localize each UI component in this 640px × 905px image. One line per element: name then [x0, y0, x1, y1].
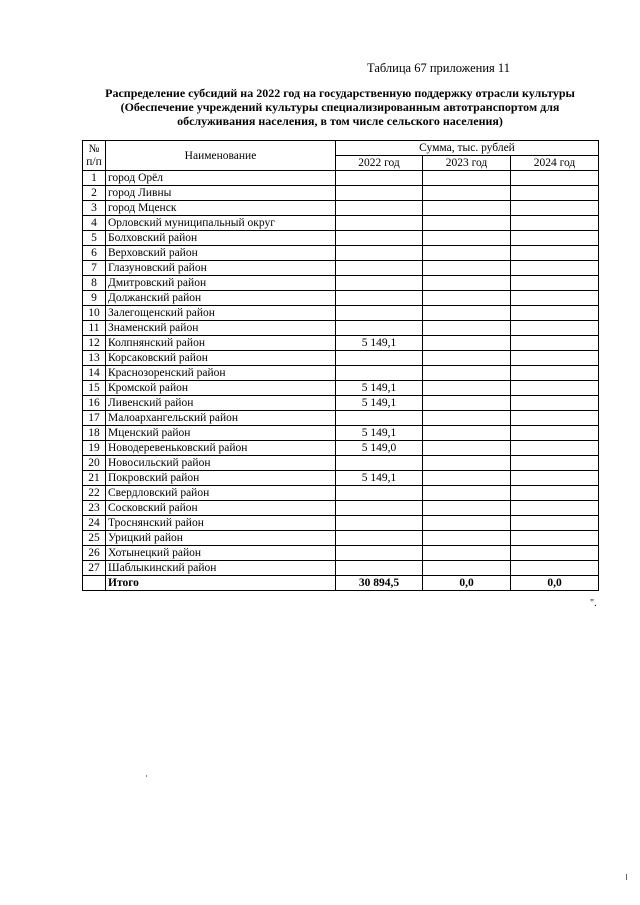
row-value-2023 — [423, 531, 511, 546]
row-num: 16 — [83, 396, 106, 411]
row-value-2023 — [423, 291, 511, 306]
scan-speck — [146, 775, 147, 777]
row-value-2022: 5 149,0 — [336, 441, 423, 456]
row-value-2023 — [423, 246, 511, 261]
row-value-2022 — [336, 261, 423, 276]
table-row — [83, 411, 599, 426]
table-row — [83, 261, 599, 276]
row-value-2023 — [423, 396, 511, 411]
row-num: 27 — [83, 561, 106, 576]
row-value-2023 — [423, 546, 511, 561]
row-name: Свердловский район — [106, 486, 336, 501]
table-row — [83, 276, 599, 291]
table-row — [83, 531, 599, 546]
row-value-2022: 5 149,1 — [336, 336, 423, 351]
row-value-2024 — [511, 321, 599, 336]
row-value-2024 — [511, 366, 599, 381]
row-value-2023 — [423, 276, 511, 291]
row-value-2023 — [423, 366, 511, 381]
row-name: город Мценск — [106, 201, 336, 216]
row-value-2024 — [511, 276, 599, 291]
table-row — [83, 336, 599, 351]
total-2023: 0,0 — [423, 576, 511, 591]
row-name: Шаблыкинский район — [106, 561, 336, 576]
table-body — [83, 171, 599, 576]
table-row — [83, 426, 599, 441]
row-num: 2 — [83, 186, 106, 201]
row-name: Должанский район — [106, 291, 336, 306]
row-value-2024 — [511, 546, 599, 561]
closing-quote-mark: ". — [590, 598, 597, 609]
row-name: Краснозоренский район — [106, 366, 336, 381]
row-name: Хотынецкий район — [106, 546, 336, 561]
row-value-2024 — [511, 186, 599, 201]
row-num: 15 — [83, 381, 106, 396]
row-num: 20 — [83, 456, 106, 471]
table-row — [83, 186, 599, 201]
row-value-2022 — [336, 276, 423, 291]
title-line-1: Распределение субсидий на 2022 год на государственную поддержку отрасли культуры — [105, 86, 575, 100]
row-name: Глазуновский район — [106, 261, 336, 276]
row-name: Дмитровский район — [106, 276, 336, 291]
row-name: Залегощенский район — [106, 306, 336, 321]
row-num: 25 — [83, 531, 106, 546]
row-value-2024 — [511, 456, 599, 471]
row-value-2023 — [423, 411, 511, 426]
row-name: Сосковский район — [106, 501, 336, 516]
row-value-2024 — [511, 171, 599, 186]
row-name: Малоархангельский район — [106, 411, 336, 426]
row-name: Троснянский район — [106, 516, 336, 531]
row-name: Урицкий район — [106, 531, 336, 546]
row-name: Кромской район — [106, 381, 336, 396]
row-value-2022 — [336, 546, 423, 561]
row-value-2022 — [336, 201, 423, 216]
row-value-2024 — [511, 441, 599, 456]
row-value-2023 — [423, 186, 511, 201]
row-name: город Орёл — [106, 171, 336, 186]
row-name: Мценский район — [106, 426, 336, 441]
row-num: 14 — [83, 366, 106, 381]
row-value-2022 — [336, 246, 423, 261]
row-value-2024 — [511, 231, 599, 246]
row-value-2022: 5 149,1 — [336, 396, 423, 411]
row-value-2023 — [423, 486, 511, 501]
row-value-2024 — [511, 261, 599, 276]
table-row — [83, 501, 599, 516]
row-value-2022 — [336, 561, 423, 576]
row-num: 22 — [83, 486, 106, 501]
table-row — [83, 291, 599, 306]
table-row — [83, 516, 599, 531]
row-value-2023 — [423, 351, 511, 366]
table-row — [83, 171, 599, 186]
row-value-2024 — [511, 501, 599, 516]
header-2024: 2024 год — [511, 156, 599, 171]
row-num: 19 — [83, 441, 106, 456]
row-value-2024 — [511, 426, 599, 441]
row-value-2024 — [511, 531, 599, 546]
table-row — [83, 441, 599, 456]
header-name: Наименование — [106, 141, 336, 171]
row-value-2024 — [511, 201, 599, 216]
row-value-2023 — [423, 336, 511, 351]
row-value-2023 — [423, 441, 511, 456]
table-row — [83, 546, 599, 561]
row-value-2022 — [336, 516, 423, 531]
row-value-2024 — [511, 471, 599, 486]
row-value-2024 — [511, 216, 599, 231]
row-value-2022 — [336, 186, 423, 201]
table-row — [83, 366, 599, 381]
row-num: 23 — [83, 501, 106, 516]
row-value-2022: 5 149,1 — [336, 471, 423, 486]
row-name: Корсаковский район — [106, 351, 336, 366]
row-name: Покровский район — [106, 471, 336, 486]
row-value-2024 — [511, 306, 599, 321]
row-value-2022 — [336, 456, 423, 471]
row-value-2022 — [336, 321, 423, 336]
row-name: Ливенский район — [106, 396, 336, 411]
total-2024: 0,0 — [511, 576, 599, 591]
row-num: 5 — [83, 231, 106, 246]
row-num: 7 — [83, 261, 106, 276]
row-value-2022 — [336, 171, 423, 186]
table-row — [83, 456, 599, 471]
row-value-2023 — [423, 516, 511, 531]
table-row — [83, 471, 599, 486]
row-num: 3 — [83, 201, 106, 216]
row-num: 21 — [83, 471, 106, 486]
row-value-2024 — [511, 291, 599, 306]
row-value-2024 — [511, 411, 599, 426]
row-name: город Ливны — [106, 186, 336, 201]
table-row — [83, 561, 599, 576]
row-value-2024 — [511, 381, 599, 396]
row-value-2023 — [423, 216, 511, 231]
table-row — [83, 216, 599, 231]
row-value-2024 — [511, 351, 599, 366]
row-value-2024 — [511, 246, 599, 261]
table-caption: Таблица 67 приложения 11 — [367, 61, 510, 75]
row-num: 6 — [83, 246, 106, 261]
row-value-2023 — [423, 456, 511, 471]
row-value-2023 — [423, 261, 511, 276]
title-line-2: (Обеспечение учреждений культуры специализированным автотранспортом для — [120, 100, 560, 114]
row-value-2022 — [336, 486, 423, 501]
row-num: 4 — [83, 216, 106, 231]
row-num: 11 — [83, 321, 106, 336]
table-row — [83, 231, 599, 246]
row-value-2023 — [423, 426, 511, 441]
row-value-2023 — [423, 201, 511, 216]
row-num: 10 — [83, 306, 106, 321]
row-value-2023 — [423, 381, 511, 396]
row-num: 17 — [83, 411, 106, 426]
row-value-2022 — [336, 411, 423, 426]
table-row — [83, 486, 599, 501]
total-num — [83, 576, 106, 591]
row-value-2023 — [423, 471, 511, 486]
row-value-2022 — [336, 351, 423, 366]
table-row — [83, 306, 599, 321]
row-num: 9 — [83, 291, 106, 306]
row-value-2022: 5 149,1 — [336, 426, 423, 441]
total-row — [83, 576, 599, 591]
row-value-2024 — [511, 486, 599, 501]
row-value-2024 — [511, 336, 599, 351]
title-line-3: обслуживания населения, в том числе сельского населения) — [177, 114, 503, 128]
table-row — [83, 321, 599, 336]
row-num: 26 — [83, 546, 106, 561]
row-value-2022: 5 149,1 — [336, 381, 423, 396]
row-value-2022 — [336, 366, 423, 381]
row-name: Колпнянский район — [106, 336, 336, 351]
row-name: Болховский район — [106, 231, 336, 246]
row-num: 8 — [83, 276, 106, 291]
row-value-2022 — [336, 216, 423, 231]
row-value-2023 — [423, 321, 511, 336]
row-value-2022 — [336, 231, 423, 246]
row-name: Знаменский район — [106, 321, 336, 336]
subsidy-table — [82, 140, 599, 591]
row-value-2023 — [423, 306, 511, 321]
table-row — [83, 396, 599, 411]
table-row — [83, 351, 599, 366]
row-value-2023 — [423, 501, 511, 516]
row-name: Новосильский район — [106, 456, 336, 471]
row-value-2022 — [336, 531, 423, 546]
header-num: № п/п — [83, 141, 106, 171]
row-value-2022 — [336, 501, 423, 516]
header-sum: Сумма, тыс. рублей — [336, 141, 599, 156]
table-row — [83, 246, 599, 261]
row-value-2023 — [423, 561, 511, 576]
row-value-2022 — [336, 306, 423, 321]
row-value-2023 — [423, 231, 511, 246]
row-name: Новодеревеньковский район — [106, 441, 336, 456]
document-title — [60, 86, 620, 128]
total-2022: 30 894,5 — [336, 576, 423, 591]
scan-speck — [626, 874, 627, 880]
row-num: 13 — [83, 351, 106, 366]
table-row — [83, 201, 599, 216]
row-name: Верховский район — [106, 246, 336, 261]
row-num: 24 — [83, 516, 106, 531]
table-row — [83, 381, 599, 396]
row-num: 18 — [83, 426, 106, 441]
row-value-2023 — [423, 171, 511, 186]
row-value-2022 — [336, 291, 423, 306]
header-2023: 2023 год — [423, 156, 511, 171]
header-2022: 2022 год — [336, 156, 423, 171]
row-value-2024 — [511, 396, 599, 411]
row-value-2024 — [511, 516, 599, 531]
row-num: 1 — [83, 171, 106, 186]
row-name: Орловский муниципальный округ — [106, 216, 336, 231]
row-value-2024 — [511, 561, 599, 576]
row-num: 12 — [83, 336, 106, 351]
total-label: Итого — [106, 576, 336, 591]
